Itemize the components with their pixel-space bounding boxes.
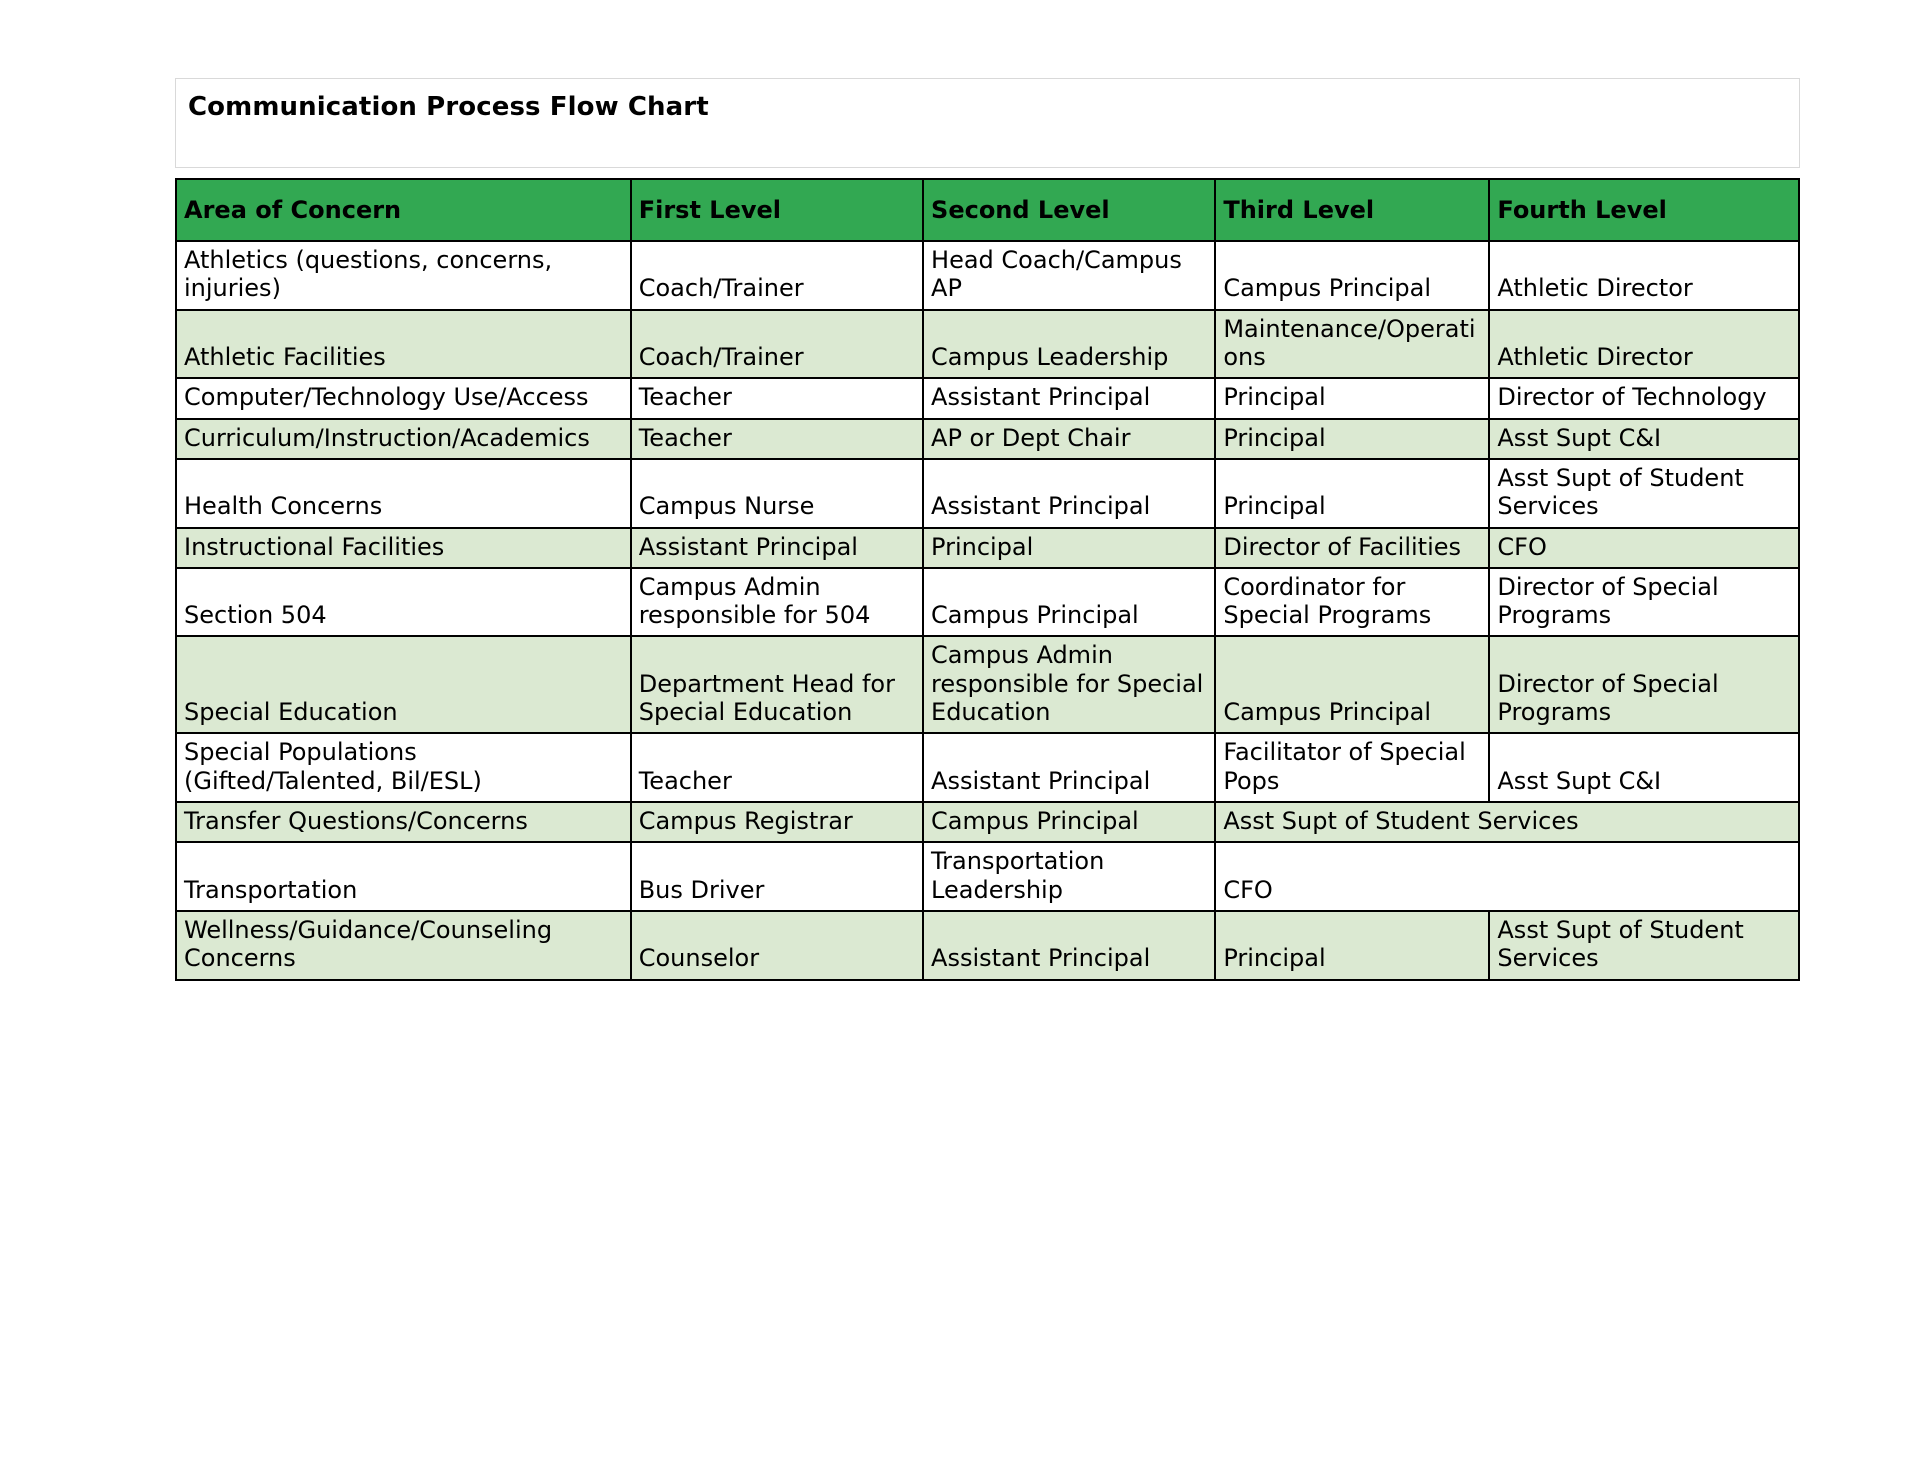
column-header-second-level: Second Level xyxy=(923,179,1215,241)
title-spacer xyxy=(175,134,1800,168)
table-cell: Director of Technology xyxy=(1489,378,1799,418)
table-row xyxy=(176,911,1799,980)
table-cell: Athletic Director xyxy=(1489,241,1799,310)
table-cell: Director of Special Programs xyxy=(1489,636,1799,733)
table-body xyxy=(176,241,1799,980)
table-cell: Transfer Questions/Concerns xyxy=(176,802,631,842)
table-cell: Campus Registrar xyxy=(631,802,923,842)
table-cell: Campus Nurse xyxy=(631,459,923,528)
table-cell: Principal xyxy=(1215,378,1489,418)
column-header-third-level: Third Level xyxy=(1215,179,1489,241)
table-cell: Athletic Director xyxy=(1489,310,1799,379)
communication-flow-table xyxy=(175,178,1800,981)
table-cell: Campus Principal xyxy=(1215,241,1489,310)
table-cell: Wellness/Guidance/Counseling Concerns xyxy=(176,911,631,980)
table-cell: Assistant Principal xyxy=(923,378,1215,418)
table-cell: Computer/Technology Use/Access xyxy=(176,378,631,418)
document-page xyxy=(175,78,1800,981)
table-cell: Assistant Principal xyxy=(923,733,1215,802)
table-cell: Counselor xyxy=(631,911,923,980)
table-cell: Principal xyxy=(1215,459,1489,528)
table-row xyxy=(176,802,1799,842)
table-cell: Director of Special Programs xyxy=(1489,568,1799,637)
table-cell: AP or Dept Chair xyxy=(923,419,1215,459)
table-cell: Coach/Trainer xyxy=(631,241,923,310)
table-cell: Instructional Facilities xyxy=(176,528,631,568)
table-row xyxy=(176,378,1799,418)
table-row xyxy=(176,419,1799,459)
table-cell: Campus Admin responsible for Special Education xyxy=(923,636,1215,733)
column-header-first-level: First Level xyxy=(631,179,923,241)
table-cell: Special Populations (Gifted/Talented, Bil/ESL) xyxy=(176,733,631,802)
table-cell: Principal xyxy=(1215,911,1489,980)
table-cell: Campus Admin responsible for 504 xyxy=(631,568,923,637)
table-cell: Asst Supt of Student Services xyxy=(1489,911,1799,980)
column-header-fourth-level: Fourth Level xyxy=(1489,179,1799,241)
table-cell: Campus Principal xyxy=(1215,636,1489,733)
table-cell: Special Education xyxy=(176,636,631,733)
table-cell: Principal xyxy=(923,528,1215,568)
table-cell: Teacher xyxy=(631,733,923,802)
page-title: Communication Process Flow Chart xyxy=(188,91,709,122)
table-header-row xyxy=(176,179,1799,241)
table-cell: Asst Supt of Student Services xyxy=(1489,459,1799,528)
column-header-area-of-concern: Area of Concern xyxy=(176,179,631,241)
table-cell: Athletic Facilities xyxy=(176,310,631,379)
table-row xyxy=(176,528,1799,568)
table-cell: Coach/Trainer xyxy=(631,310,923,379)
table-cell: Coordinator for Special Programs xyxy=(1215,568,1489,637)
table-row xyxy=(176,241,1799,310)
table-cell: Campus Principal xyxy=(923,568,1215,637)
table-cell: Campus Leadership xyxy=(923,310,1215,379)
table-cell: Maintenance/Operations xyxy=(1215,310,1489,379)
table-cell: Section 504 xyxy=(176,568,631,637)
table-row xyxy=(176,733,1799,802)
table-cell: Transportation xyxy=(176,842,631,911)
table-row xyxy=(176,459,1799,528)
table-cell: Assistant Principal xyxy=(631,528,923,568)
table-row xyxy=(176,568,1799,637)
table-cell: Campus Principal xyxy=(923,802,1215,842)
table-cell: Head Coach/Campus AP xyxy=(923,241,1215,310)
table-cell: CFO xyxy=(1489,528,1799,568)
document-title-bar xyxy=(175,78,1800,134)
table-row xyxy=(176,310,1799,379)
table-cell: Transportation Leadership xyxy=(923,842,1215,911)
table-row xyxy=(176,636,1799,733)
table-cell: Facilitator of Special Pops xyxy=(1215,733,1489,802)
table-cell: Asst Supt C&I xyxy=(1489,733,1799,802)
table-row xyxy=(176,842,1799,911)
table-cell: Teacher xyxy=(631,378,923,418)
table-cell: Assistant Principal xyxy=(923,459,1215,528)
table-cell: CFO xyxy=(1215,842,1799,911)
table-cell: Teacher xyxy=(631,419,923,459)
table-cell: Health Concerns xyxy=(176,459,631,528)
table-cell: Director of Facilities xyxy=(1215,528,1489,568)
table-cell: Athletics (questions, concerns, injuries) xyxy=(176,241,631,310)
table-cell: Principal xyxy=(1215,419,1489,459)
table-cell: Bus Driver xyxy=(631,842,923,911)
table-cell: Asst Supt C&I xyxy=(1489,419,1799,459)
table-cell: Department Head for Special Education xyxy=(631,636,923,733)
table-cell: Asst Supt of Student Services xyxy=(1215,802,1799,842)
table-cell: Assistant Principal xyxy=(923,911,1215,980)
table-cell: Curriculum/Instruction/Academics xyxy=(176,419,631,459)
